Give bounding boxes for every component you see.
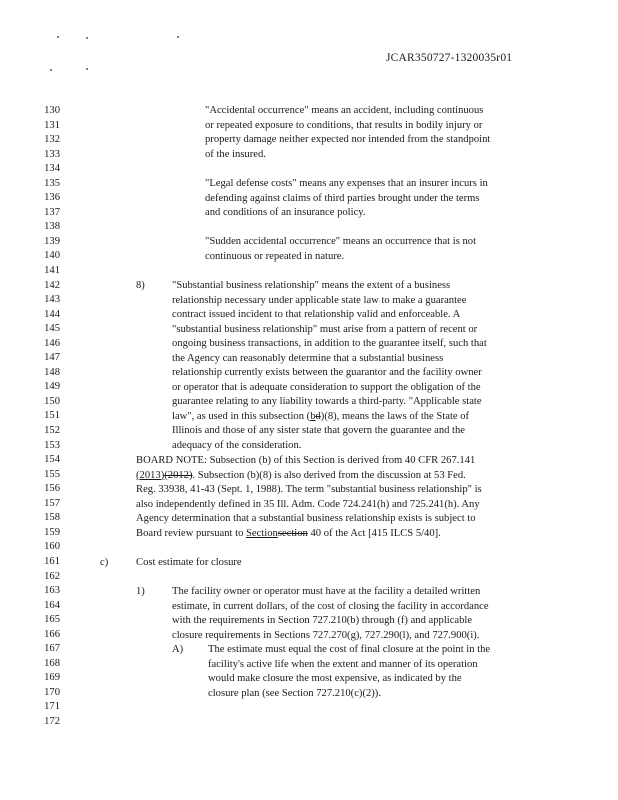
text-line: "substantial business relationship" must arise from a pattern of recent or: [172, 323, 478, 335]
inserted-text: Section: [246, 527, 278, 539]
text-line: The estimate must equal the cost of final closure at the point in the: [208, 644, 491, 655]
text-run: 40 of the Act [415 ILCS 5/40].: [307, 527, 441, 539]
deleted-text: section: [277, 527, 308, 539]
text-line: Agency determination that a substantial business relationship exists is subject to: [136, 513, 476, 525]
line-number: 157: [44, 497, 60, 509]
text-line: BOARD NOTE: Subsection (b) of this Section is derived from 40 CFR 267.141: [136, 455, 476, 466]
line-number: 144: [44, 308, 60, 320]
text-run: . Subsection (b)(8) is also derived from the discussion at 53 Fed.: [192, 469, 466, 481]
deleted-text: d: [315, 410, 321, 422]
text-line: with the requirements in Section 727.210(b) through (f) and applicable: [172, 615, 473, 627]
line-number: 161: [44, 555, 60, 567]
text-line: of the insured.: [205, 148, 266, 160]
line-number: 163: [44, 585, 60, 597]
line-number: 142: [44, 279, 60, 291]
text-run: Board review pursuant to: [136, 527, 247, 539]
text-line: adequacy of the consideration.: [172, 440, 302, 452]
definition-legal-defense-costs: [205, 177, 488, 221]
inserted-text: (2013): [136, 469, 165, 481]
line-number: 143: [44, 294, 60, 306]
line-number: 137: [44, 206, 60, 218]
item-a-marker: A): [172, 644, 184, 655]
text-line: relationship necessary under applicable state law to make a guarantee: [172, 294, 467, 306]
line-number: 164: [44, 599, 60, 611]
text-line: would make closure the most expensive, as indicated by the: [208, 673, 462, 685]
line-number: 136: [44, 192, 60, 204]
text-line: "Accidental occurrence" means an accident, including continuous: [205, 105, 484, 116]
line-number-column: [20, 104, 60, 730]
line-number: 168: [44, 657, 60, 669]
text-line: guarantee relating to any liability towards a third-party. "Applicable state: [172, 396, 482, 408]
line-number: 140: [44, 250, 60, 262]
line-number: 134: [44, 163, 60, 175]
line-number: 159: [44, 526, 60, 538]
deleted-text: (2012): [164, 469, 193, 481]
item-8-substantial-business-relationship: [172, 279, 487, 454]
text-line: [172, 410, 487, 425]
line-number: 156: [44, 483, 60, 495]
text-line: Reg. 33938, 41-43 (Sept. 1, 1988). The term "substantial business relationship" is: [136, 484, 482, 496]
line-number: 154: [44, 454, 60, 466]
text-line: or repeated exposure to conditions, that results in bodily injury or: [205, 119, 483, 131]
line-number: 171: [44, 701, 60, 713]
line-number: 158: [44, 512, 60, 524]
line-number: 130: [44, 105, 60, 116]
text-line: "Substantial business relationship" means the extent of a business: [172, 280, 451, 291]
line-number: 146: [44, 337, 60, 349]
text-line: closure requirements in Sections 727.270(g), 727.290(l), and 727.900(i).: [172, 629, 480, 641]
text-line: Illinois and those of any sister state that govern the guarantee and the: [172, 425, 466, 437]
text-line: contract issued incident to that relationship valid and enforceable. A: [172, 309, 461, 321]
text-line: also independently defined in 35 Ill. Adm. Code 724.241(h) and 725.241(h). Any: [136, 498, 480, 510]
text-line: facility's active life when the extent and manner of its operation: [208, 658, 478, 670]
line-number: 145: [44, 323, 60, 335]
item-a-final-closure-cost: [208, 643, 490, 701]
text-line: "Legal defense costs" means any expenses that an insurer incurs in: [205, 178, 488, 189]
inserted-text: b: [310, 410, 316, 422]
line-number: 167: [44, 643, 60, 655]
text-line: the Agency can reasonably determine that a substantial business: [172, 352, 444, 364]
document-id: JCAR350727-1320035r01: [386, 52, 513, 64]
line-number: 160: [44, 541, 60, 553]
line-number: 150: [44, 395, 60, 407]
item-1-closure-cost-estimate: [172, 585, 489, 643]
line-number: 152: [44, 425, 60, 437]
text-line: property damage neither expected nor intended from the standpoint: [205, 134, 491, 146]
line-number: 151: [44, 410, 60, 422]
line-number: 135: [44, 177, 60, 189]
line-number: 141: [44, 265, 60, 277]
text-line: continuous or repeated in nature.: [205, 250, 345, 262]
line-number: 147: [44, 352, 60, 364]
line-number: 169: [44, 672, 60, 684]
item-8-marker: 8): [136, 280, 145, 291]
text-line: estimate, in current dollars, of the cost of closing the facility in accordance: [172, 600, 489, 612]
line-number: 155: [44, 468, 60, 480]
item-1-marker: 1): [136, 586, 145, 597]
line-number: 153: [44, 439, 60, 451]
line-number: 132: [44, 134, 60, 146]
text-line: "Sudden accidental occurrence" means an occurrence that is not: [205, 236, 477, 247]
section-c-marker: c): [100, 557, 109, 568]
definition-sudden-accidental-occurrence: [205, 235, 476, 264]
text-line: defending against claims of third parties brought under the terms: [205, 192, 480, 204]
line-number: 172: [44, 715, 60, 727]
text-line: The facility owner or operator must have at the facility a detailed written: [172, 586, 481, 597]
line-number: 162: [44, 570, 60, 582]
line-number: 165: [44, 614, 60, 626]
text-line: closure plan (see Section 727.210(c)(2)).: [208, 687, 381, 699]
text-line: [136, 469, 482, 484]
line-number: 166: [44, 628, 60, 640]
text-run: )(8), means the laws of the State of: [320, 410, 470, 422]
line-number: 170: [44, 686, 60, 698]
line-number: 138: [44, 221, 60, 233]
line-number: 139: [44, 235, 60, 247]
section-c-title: Cost estimate for closure: [136, 557, 242, 568]
definition-accidental-occurrence: [205, 104, 490, 162]
line-number: 133: [44, 148, 60, 160]
line-number: 148: [44, 366, 60, 378]
text-line: ongoing business transactions, in addition to the guarantee itself, such that: [172, 338, 487, 350]
board-note: [136, 454, 482, 541]
line-number: 131: [44, 119, 60, 131]
text-line: and conditions of an insurance policy.: [205, 207, 366, 219]
text-line: [136, 527, 482, 542]
line-number: 149: [44, 381, 60, 393]
text-line: or operator that is adequate consideration to support the obligation of the: [172, 381, 481, 393]
text-line: relationship currently exists between the guarantor and the facility owner: [172, 367, 482, 379]
text-run: law", as used in this subsection (: [172, 410, 311, 422]
